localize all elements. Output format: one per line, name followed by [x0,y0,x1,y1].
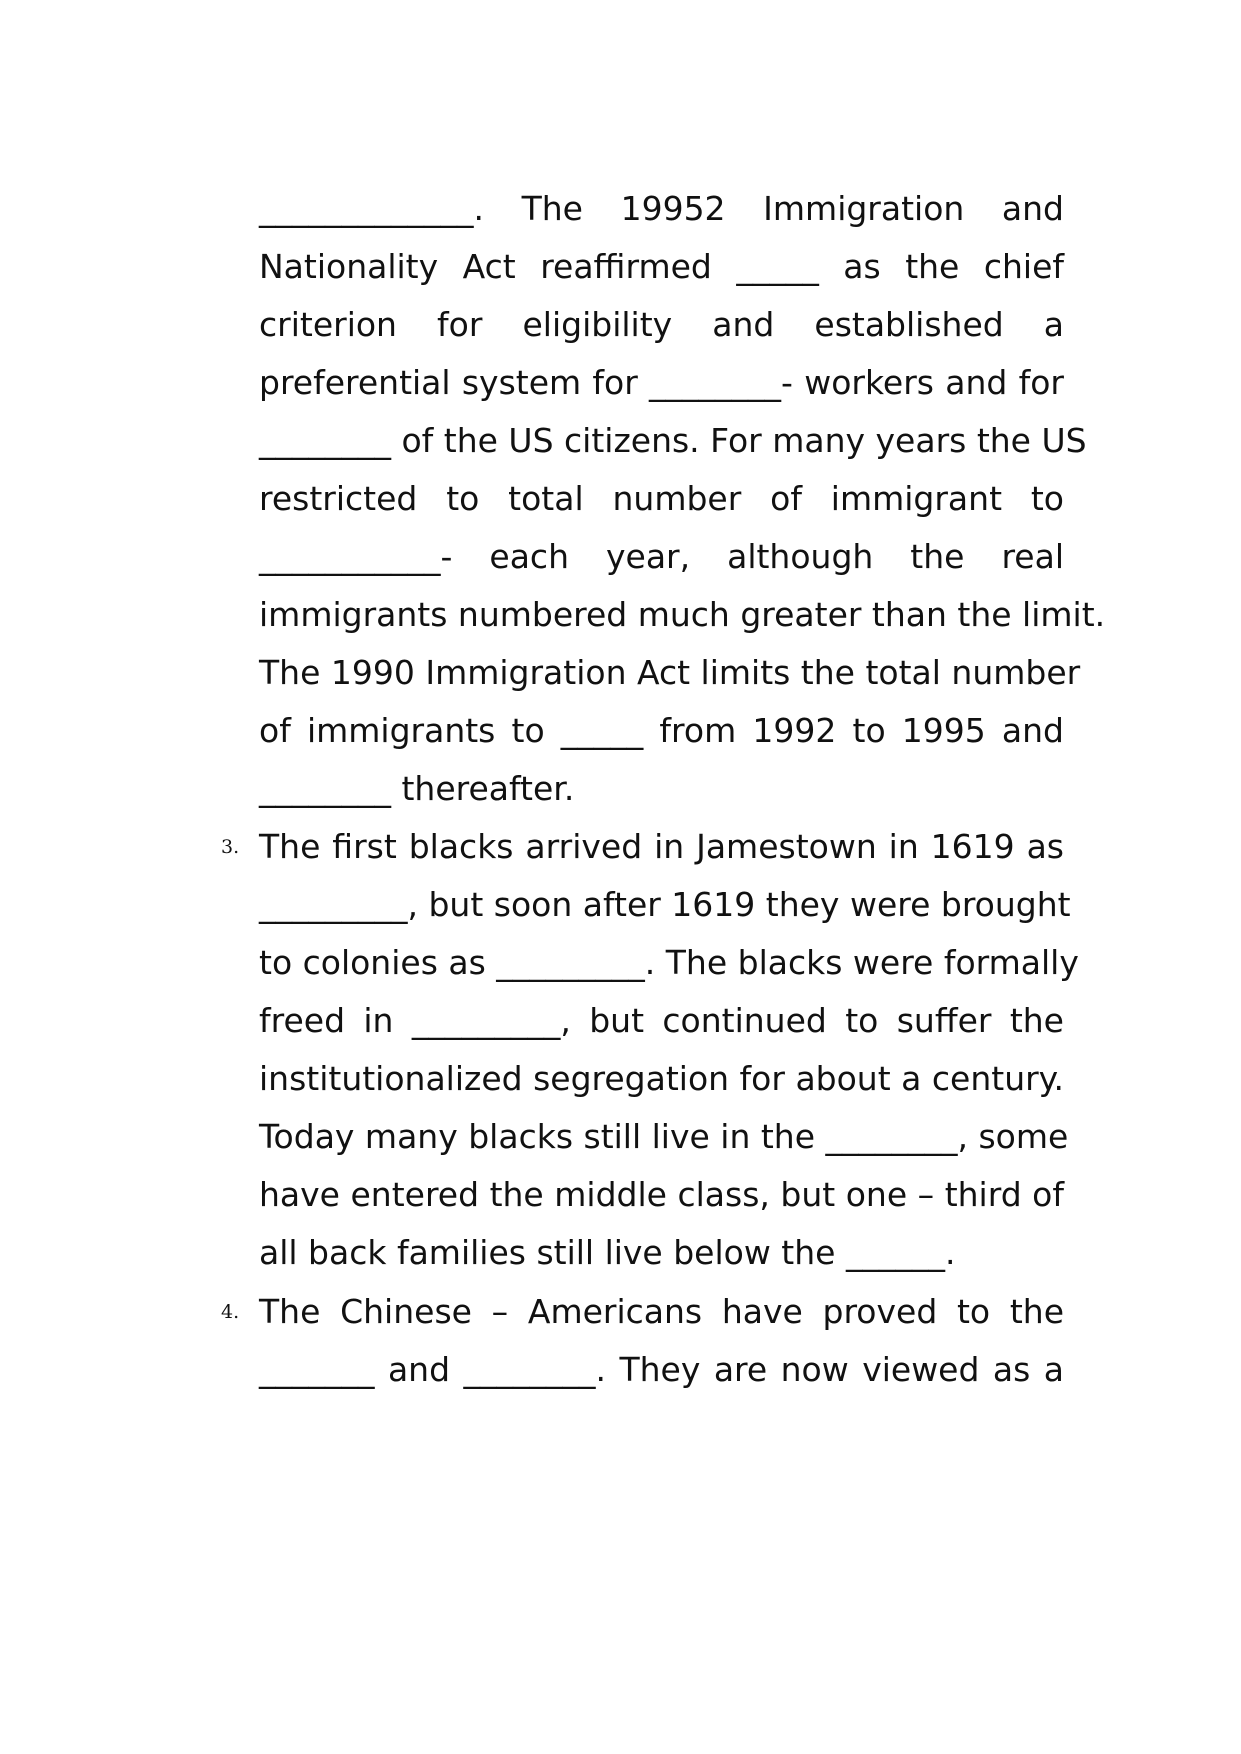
text-line: The first blacks arrived in Jamestown in 1619 as [259,827,1064,866]
text-line: _______ and ________. They are now viewed as a [259,1350,1064,1389]
text-line: _________, but soon after 1619 they were brought [259,885,1071,924]
text-line: The Chinese – Americans have proved to the [259,1292,1064,1331]
text-line: freed in _________, but continued to suffer the [259,1001,1064,1040]
text-line: preferential system for ________- workers and for [259,363,1064,402]
text-line: _____________. The 19952 Immigration and [259,189,1064,228]
text-line: Today many blacks still live in the ________, some [259,1117,1069,1156]
text-line: criterion for eligibility and established a [259,305,1064,344]
text-line: ________ thereafter. [259,769,575,808]
text-line: all back families still live below the ______. [259,1233,956,1272]
text-line: institutionalized segregation for about a century. [259,1059,1064,1098]
text-line: ___________- each year, although the real [259,537,1064,576]
text-line: have entered the middle class, but one – third of [259,1175,1064,1214]
text-line: to colonies as _________. The blacks were formally [259,943,1079,982]
text-line: Nationality Act reaffirmed _____ as the chief [259,247,1064,286]
text-line: immigrants numbered much greater than the limit. [259,595,1106,634]
text-line: ________ of the US citizens. For many years the US [259,421,1087,460]
text-line: of immigrants to _____ from 1992 to 1995 and [259,711,1064,750]
text-line: restricted to total number of immigrant to [259,479,1064,518]
list-item-number: 3. [221,836,240,858]
list-item-number: 4. [221,1301,240,1323]
text-line: The 1990 Immigration Act limits the total number [259,653,1081,692]
